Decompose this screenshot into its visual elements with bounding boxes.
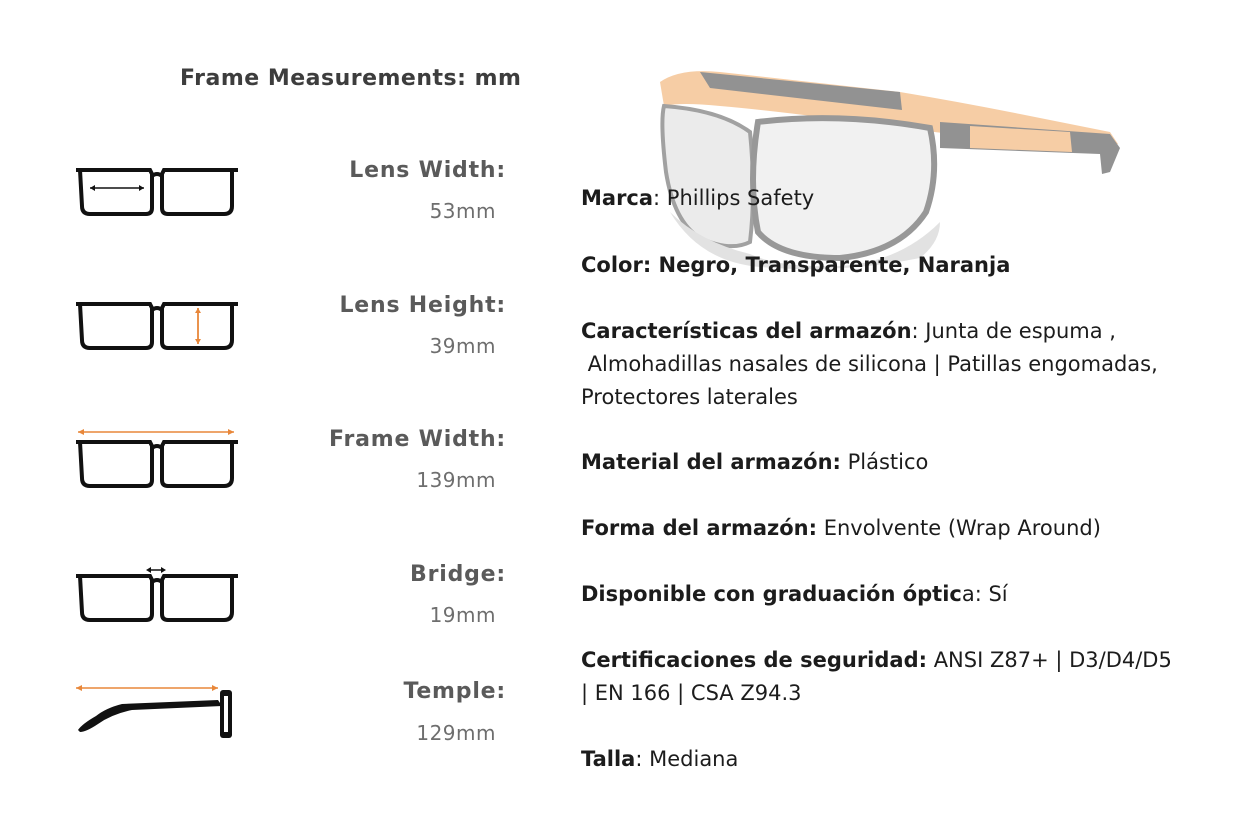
spec-frame-features-value: : Junta de espuma , [911, 319, 1116, 343]
spec-size-value: : Mediana [635, 747, 739, 771]
spec-prescription [581, 578, 1221, 611]
page-title: Frame Measurements: mm [180, 66, 522, 91]
spec-material-value: Plástico [840, 450, 929, 474]
spec-size-label: Talla [581, 747, 636, 771]
spec-shape-label: Forma del armazón: [581, 516, 818, 540]
spec-brand [581, 182, 1221, 215]
measurement-value: 53mm [429, 199, 496, 223]
measurement-label: Lens Width: [349, 158, 506, 183]
spec-frame-features [581, 315, 1221, 414]
measurement-label: Frame Width: [329, 427, 506, 452]
spec-prescription-value: a: Sí [961, 582, 1008, 606]
spec-brand-label: Marca [581, 186, 654, 210]
measurement-value: 19mm [429, 603, 496, 627]
spec-color-label: Color: Negro, Transparente, Naranja [581, 253, 1011, 277]
spec-certifications-label: Certificaciones de seguridad: [581, 648, 928, 672]
measurement-label: Lens Height: [339, 293, 506, 318]
measurement-value: 129mm [416, 721, 496, 745]
spec-material-label: Material del armazón: [581, 450, 841, 474]
measurement-label: Bridge: [410, 562, 506, 587]
spec-shape [581, 512, 1221, 545]
spec-frame-features-label: Características del armazón [581, 319, 912, 343]
spec-frame-features-value-3: Protectores laterales [581, 385, 798, 409]
spec-shape-value: Envolvente (Wrap Around) [817, 516, 1101, 540]
spec-material [581, 446, 1221, 479]
measurement-value: 39mm [429, 334, 496, 358]
spec-certifications-value-2: | EN 166 | CSA Z94.3 [581, 681, 802, 705]
spec-certifications-value: ANSI Z87+ | D3/D4/D5 [927, 648, 1172, 672]
spec-size [581, 743, 1221, 776]
spec-certifications [581, 644, 1221, 710]
spec-frame-features-value-2: Almohadillas nasales de silicona | Patillas engomadas, [581, 352, 1158, 376]
measurement-label: Temple: [403, 679, 506, 704]
spec-brand-value: : Phillips Safety [653, 186, 815, 210]
measurement-value: 139mm [416, 468, 496, 492]
spec-prescription-label: Disponible con graduación óptic [581, 582, 962, 606]
spec-color [581, 249, 1221, 282]
